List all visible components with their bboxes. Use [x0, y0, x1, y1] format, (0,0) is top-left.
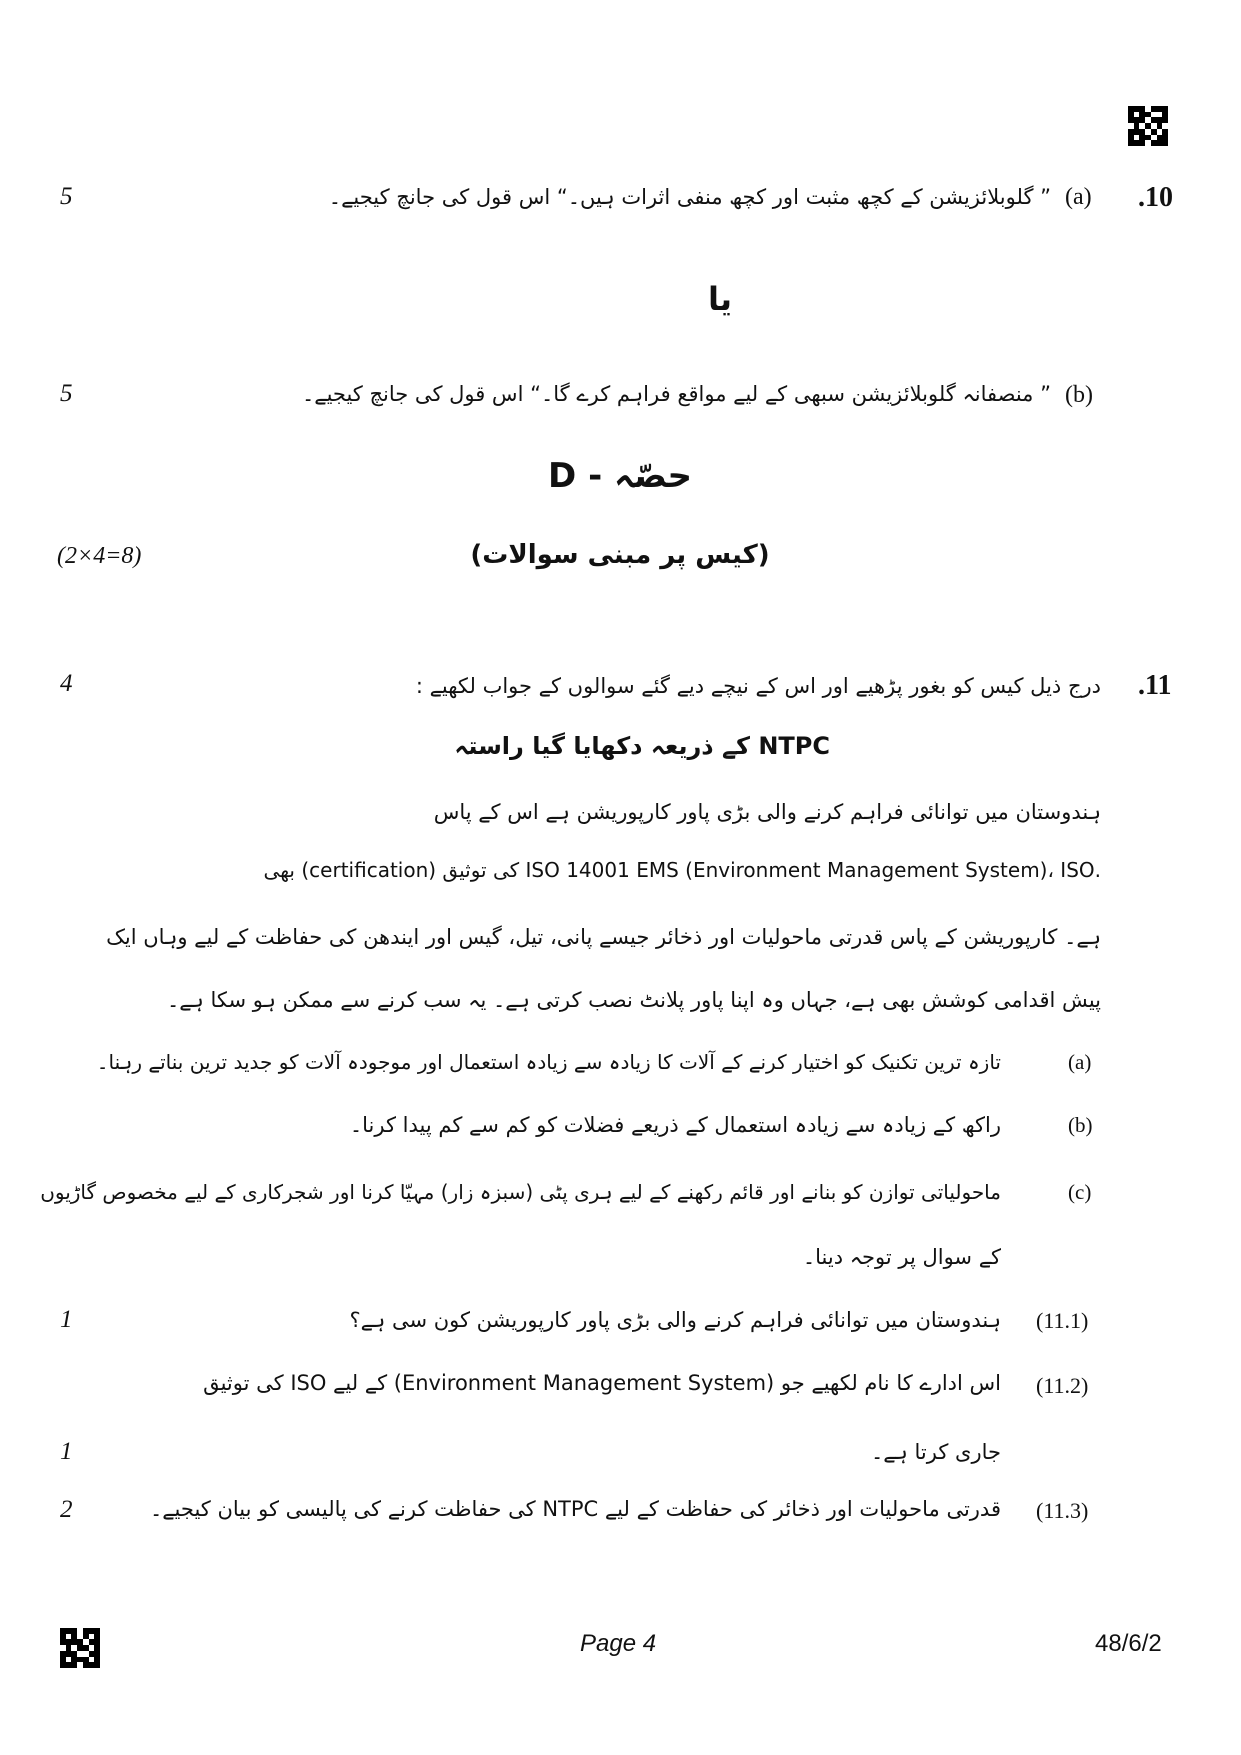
sub-question-11-2-cont: جاری کرتا ہے۔: [870, 1440, 1001, 1464]
case-para-line-3: ہے۔ کارپوریشن کے پاس قدرتی ماحولیات اور ذخائر جیسے پانی، تیل، گیس اور ایندھن کی حفاظت کے لیے وہاں ایک: [106, 925, 1101, 949]
question-number-11: .11: [1138, 670, 1172, 701]
case-item-b: راکھ کے زیادہ سے زیادہ استعمال کے ذریعے فضلات کو کم سے کم پیدا کرنا۔: [349, 1113, 1001, 1137]
sub-label-11-2: (11.2): [1036, 1373, 1089, 1398]
sub-label-11-3: (11.3): [1036, 1498, 1089, 1523]
paper-code: 48/6/2: [1095, 1630, 1162, 1657]
marks-11-1: 1: [60, 1306, 73, 1333]
case-item-c: ماحولیاتی توازن کو بنانے اور قائم رکھنے کے لیے ہری پٹی (سبزہ زار) مہیّا کرنا اور شجرکاری کے لیے مخصوص گاڑیوں: [40, 1180, 1001, 1204]
marks-11: 4: [60, 670, 73, 697]
marks-10a: 5: [60, 183, 73, 210]
marks-11-3: 2: [60, 1496, 73, 1523]
case-para-line-4: پیش اقدامی کوشش بھی ہے، جہاں وہ اپنا پاور پلانٹ نصب کرتی ہے۔ یہ سب کرنے سے ممکن ہو سکا ہے۔: [166, 988, 1101, 1012]
marks-10b: 5: [60, 380, 73, 407]
sub-label-11-1: (11.1): [1036, 1308, 1089, 1333]
case-title: NTPC کے ذریعہ دکھایا گیا راستہ: [454, 732, 830, 760]
case-item-c-cont: کے سوال پر توجہ دینا۔: [802, 1245, 1001, 1269]
marks-11-2: 1: [60, 1438, 73, 1465]
question-10b-text: ” منصفانہ گلوبلائزیشن سبھی کے لیے مواقع فراہم کرے گا۔“ اس قول کی جانچ کیجیے۔: [301, 382, 1051, 406]
case-item-label-b: (b): [1068, 1113, 1093, 1137]
case-item-label-c: (c): [1068, 1180, 1092, 1204]
question-number-10: .10: [1138, 182, 1173, 213]
case-item-label-a: (a): [1068, 1050, 1092, 1074]
label-10b: (b): [1065, 382, 1093, 408]
section-subtitle: (کیس پر مبنی سوالات): [470, 540, 770, 570]
or-separator: یا: [707, 280, 733, 318]
section-title: حصّہ - D: [548, 456, 692, 496]
sub-question-11-1: ہندوستان میں توانائی فراہم کرنے والی بڑی پاور کارپوریشن کون سی ہے؟: [349, 1308, 1001, 1332]
case-para-line-1: ہندوستان میں توانائی فراہم کرنے والی بڑی پاور کارپوریشن ہے اس کے پاس: [433, 800, 1101, 824]
sub-question-11-2: اس ادارے کا نام لکھیے جو (Environment Management System) کے لیے ISO کی توثیق: [203, 1371, 1001, 1395]
case-item-a: تازہ ترین تکنیک کو اختیار کرنے کے آلات کا زیادہ سے زیادہ استعمال اور موجودہ آلات کو جدید ترین بناتے رہنا۔: [96, 1050, 1001, 1074]
section-marks: (2×4=8): [57, 543, 142, 569]
question-10a-text: ” گلوبلائزیشن کے کچھ مثبت اور کچھ منفی اثرات ہیں۔“ اس قول کی جانچ کیجیے۔: [328, 185, 1051, 209]
page-number: Page 4: [580, 1630, 657, 1657]
question-11-instruction: درج ذیل کیس کو بغور پڑھیے اور اس کے نیچے دیے گئے سوالوں کے جواب لکھیے :: [415, 674, 1101, 698]
case-para-line-2: .ISO 14001 EMS (Environment Management System)، ISO کی توثیق (certification) بھی: [263, 858, 1101, 882]
label-10a: (a): [1065, 184, 1092, 210]
sub-question-11-3: قدرتی ماحولیات اور ذخائر کی حفاظت کے لیے NTPC کی حفاظت کرنے کی پالیسی کو بیان کیجیے۔: [149, 1497, 1001, 1521]
footer-qr-code-icon: [60, 1628, 100, 1668]
qr-code-icon: [1128, 106, 1168, 146]
